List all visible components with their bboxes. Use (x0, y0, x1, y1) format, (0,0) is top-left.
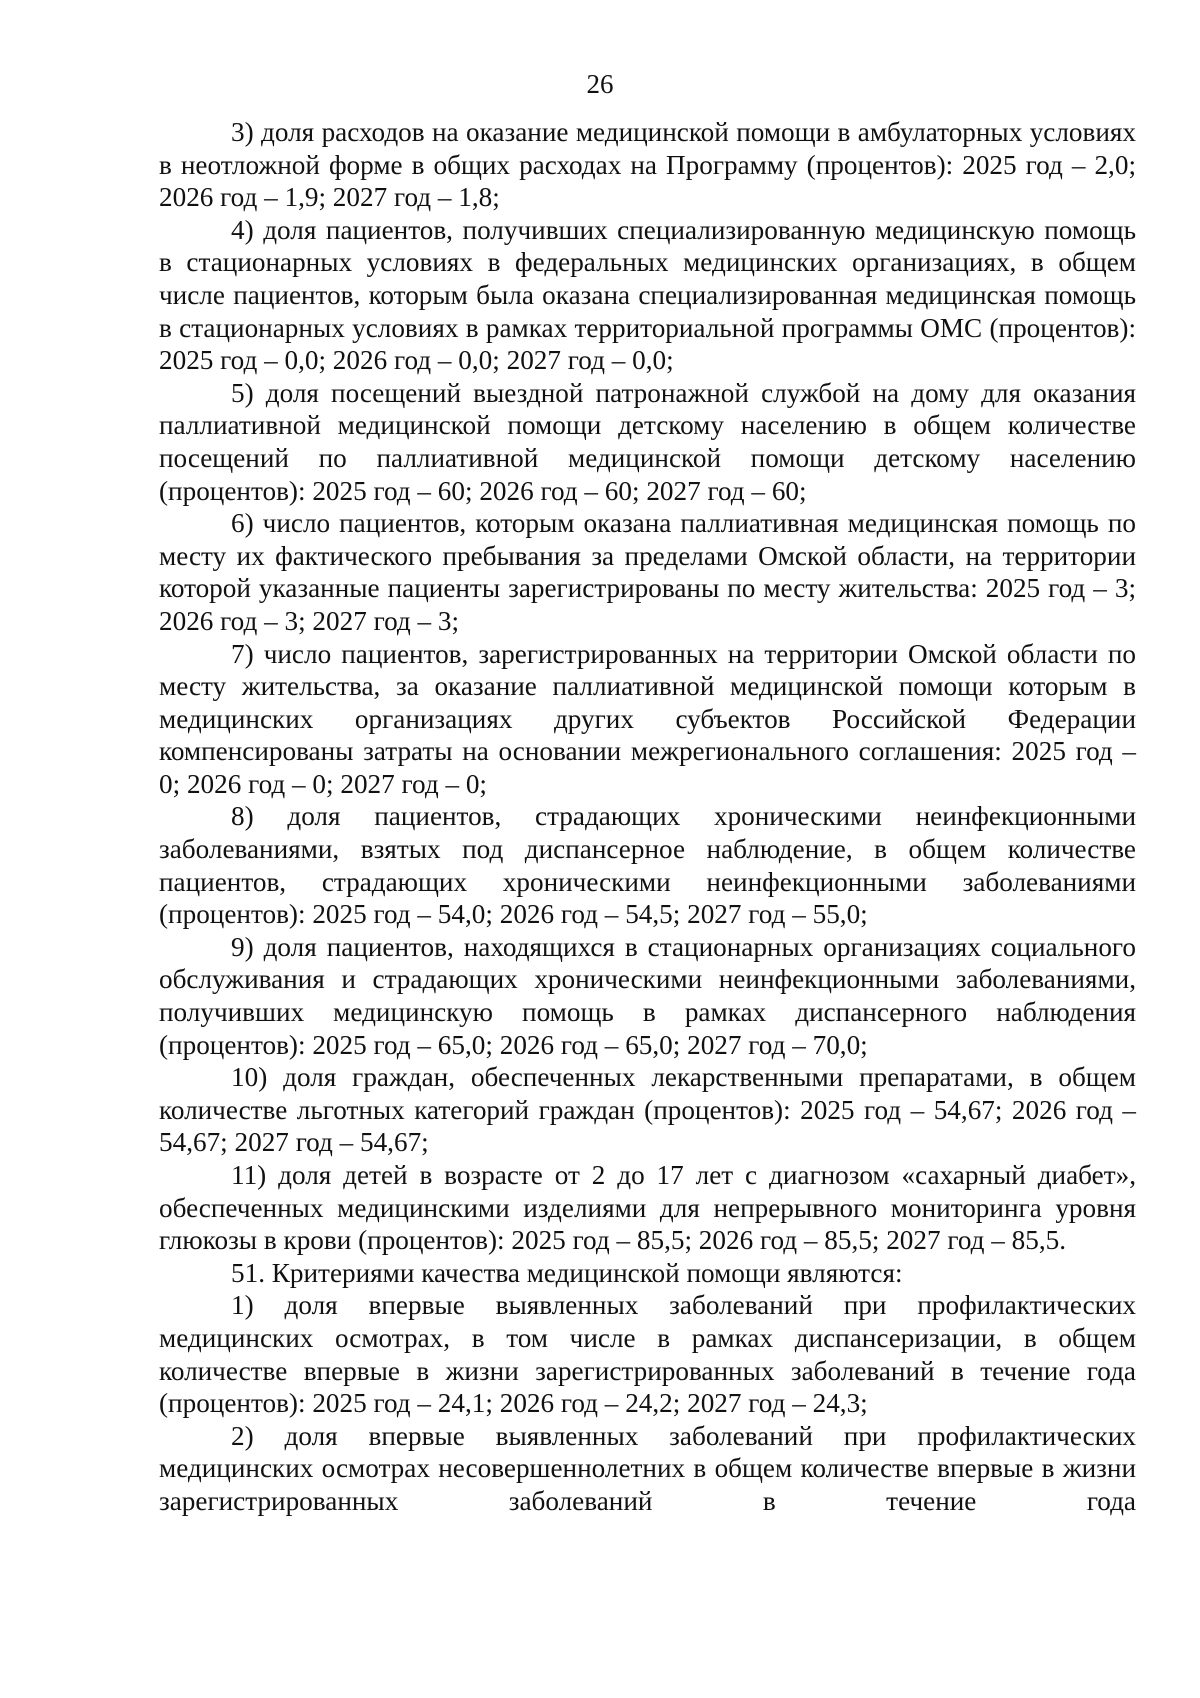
paragraph-item-11: 11) доля детей в возрасте от 2 до 17 лет с диагнозом «сахарный диабет», обеспеченных медицинскими изделиями для непрерывного мониторинга уровня глюкозы в крови (процентов): 2025 год – 85,5; 2026 год – 85,5; 2027 год – 85,5. (159, 1160, 1136, 1256)
paragraph-item-3: 3) доля расходов на оказание медицинской помощи в амбулаторных условиях в неотложной форме в общих расходах на Программу (процентов): 2025 год – 2,0; 2026 год – 1,9; 2027 год – 1,8; (159, 117, 1136, 213)
paragraph-item-6: 6) число пациентов, которым оказана паллиативная медицинская помощь по месту их фактического пребывания за пределами Омской области, на территории которой указанные пациенты зарегистрированы по месту жительства: 2025 год – 3; 2026 год – 3; 2027 год – 3; (159, 508, 1136, 636)
document-body (159, 116, 1136, 1518)
paragraph-item-9: 9) доля пациентов, находящихся в стационарных организациях социального обслуживания и страдающих хроническими неинфекционными заболеваниями, получивших медицинскую помощь в рамках диспансерного наблюдения (процентов): 2025 год – 65,0; 2026 год – 65,0; 2027 год – 70,0; (159, 931, 1136, 1060)
paragraph-item-5: 5) доля посещений выездной патронажной службой на дому для оказания паллиативной медицинской помощи детскому населению в общем количестве посещений по паллиативной медицинской помощи детскому населению (процентов): 2025 год – 60; 2026 год – 60; 2027 год – 60; (159, 377, 1136, 506)
paragraph-item-7: 7) число пациентов, зарегистрированных на территории Омской области по месту жительства, за оказание паллиативной медицинской помощи которым в медицинских организациях других субъектов Российской Федерации компенсированы затраты на основании межрегионального соглашения: 2025 год – 0; 2026 год – 0; 2027 год – 0; (159, 638, 1136, 799)
paragraph-item-10: 10) доля граждан, обеспеченных лекарственными препаратами, в общем количестве льготных категорий граждан (процентов): 2025 год – 54,67; 2026 год – 54,67; 2027 год – 54,67; (159, 1062, 1136, 1158)
page-number: 26 (586, 69, 614, 99)
quality-criterion-1: 1) доля впервые выявленных заболеваний при профилактических медицинских осмотрах, в том числе в рамках диспансеризации, в общем количестве впервые в жизни зарегистрированных заболеваний в течение года (процентов): 2025 год – 24,1; 2026 год – 24,2; 2027 год – 24,3; (159, 1290, 1136, 1419)
section-51-heading: 51. Критериями качества медицинской помощи являются: (231, 1257, 903, 1288)
paragraph-item-8: 8) доля пациентов, страдающих хроническими неинфекционными заболеваниями, взятых под диспансерное наблюдение, в общем количестве пациентов, страдающих хроническими неинфекционными заболеваниями (процентов): 2025 год – 54,0; 2026 год – 54,5; 2027 год – 55,0; (159, 801, 1136, 930)
quality-criterion-2: 2) доля впервые выявленных заболеваний при профилактических медицинских осмотрах несовершеннолетних в общем количестве впервые в жизни зарегистрированных заболеваний в течение года (159, 1420, 1136, 1516)
paragraph-item-4: 4) доля пациентов, получивших специализированную медицинскую помощь в стационарных условиях в федеральных медицинских организациях, в общем числе пациентов, которым была оказана специализированная медицинская помощь в стационарных условиях в рамках территориальной программы ОМС (процентов): 2025 год – 0,0; 2026 год – 0,0; 2027 год – 0,0; (159, 214, 1136, 376)
